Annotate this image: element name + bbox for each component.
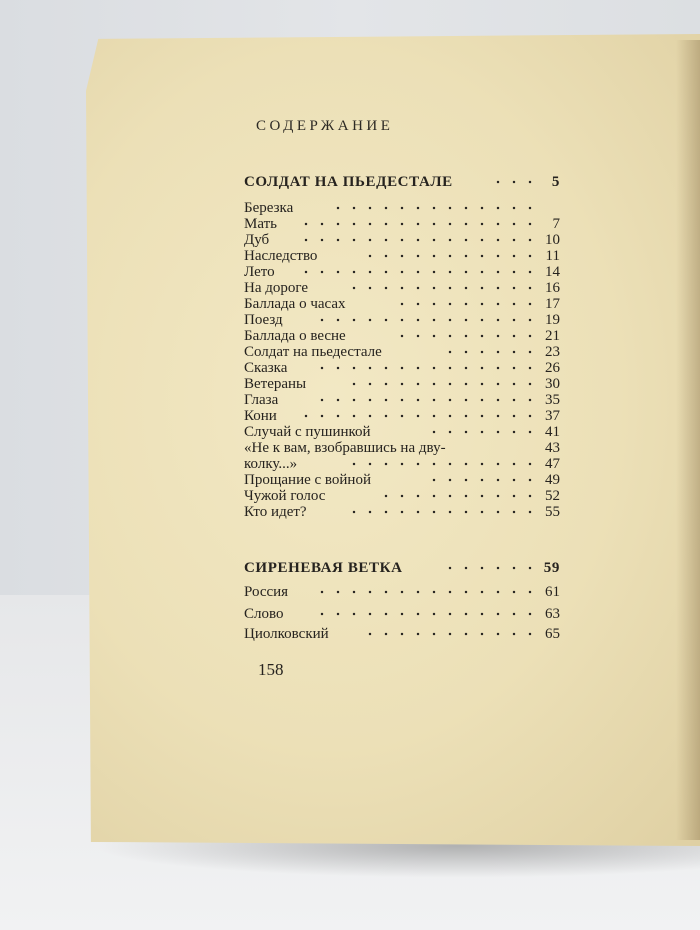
entry-title: Мать (244, 216, 278, 232)
leader-dots (356, 254, 538, 258)
entry-title: Глаза (244, 392, 279, 408)
toc-entry (244, 488, 560, 505)
page-ref: 10 (545, 232, 560, 248)
leader-dots (316, 366, 538, 370)
page-ref: 5 (551, 174, 560, 190)
leader-dots (340, 382, 538, 386)
toc-section (244, 560, 560, 577)
toc-entry (244, 360, 560, 377)
toc-entry (244, 264, 560, 281)
toc-entry (244, 584, 560, 601)
toc-entry (244, 216, 560, 233)
toc-entry (244, 392, 560, 409)
page-ref: 16 (545, 280, 560, 296)
entry-title: Случай с пушинкой (244, 424, 371, 440)
entry-title: Поезд (244, 312, 283, 328)
page-fold-edge (676, 40, 700, 840)
toc-entry (244, 248, 560, 265)
entry-title: Кони (244, 408, 277, 424)
toc-entry (244, 328, 560, 345)
page-ref: 11 (545, 248, 560, 264)
leader-dots (308, 398, 538, 402)
page-number: 158 (258, 660, 284, 679)
page-ref: 26 (545, 360, 560, 376)
toc-entry (244, 424, 560, 441)
page-ref: 23 (545, 344, 560, 360)
entry-title: колку...» (244, 456, 298, 472)
entry-title: Слово (244, 606, 284, 622)
page-ref: 14 (545, 264, 560, 280)
leader-dots (340, 462, 538, 466)
entry-title: Наследство (244, 248, 318, 264)
leader-dots (308, 318, 538, 322)
page-ref: 7 (552, 216, 560, 232)
entry-title: Ветераны (244, 376, 307, 392)
toc-entry (244, 200, 560, 217)
entry-title: На дороге (244, 280, 308, 296)
toc-entry (244, 376, 560, 393)
leader-dots (364, 632, 538, 636)
page-ref: 41 (545, 424, 560, 440)
leader-dots (494, 180, 538, 184)
entry-title: Баллада о весне (244, 328, 346, 344)
leader-dots (300, 222, 538, 226)
leader-dots (426, 478, 538, 482)
toc-entry (244, 296, 560, 313)
entry-title: Солдат на пьедестале (244, 344, 382, 360)
leader-dots (398, 334, 538, 338)
toc-entry (244, 280, 560, 297)
toc-entry (244, 344, 560, 361)
entry-title: Чужой голос (244, 488, 326, 504)
entry-title: Березка (244, 200, 294, 216)
entry-title: Дуб (244, 232, 270, 248)
entry-title: Кто идет? (244, 504, 307, 520)
toc-entry (244, 440, 560, 457)
toc-entry (244, 626, 560, 643)
leader-dots (372, 494, 538, 498)
toc-section (244, 174, 560, 191)
leader-dots (348, 510, 538, 514)
leader-dots (340, 286, 538, 290)
page-ref: 37 (545, 408, 560, 424)
leader-dots (300, 270, 538, 274)
page-ref: 49 (545, 472, 560, 488)
page-ref: 17 (545, 296, 560, 312)
leader-dots (426, 430, 538, 434)
leader-dots (330, 206, 538, 210)
toc-entry (244, 312, 560, 329)
entry-title: Лето (244, 264, 275, 280)
toc-entry (244, 456, 560, 473)
entry-title: Россия (244, 584, 289, 600)
page-ref: 55 (545, 504, 560, 520)
toc-entry (244, 232, 560, 249)
page-ref: 61 (545, 584, 560, 600)
toc-heading: СОДЕРЖАНИЕ (256, 118, 394, 134)
toc-entry (244, 472, 560, 489)
leader-dots (316, 590, 538, 594)
toc-entry (244, 606, 560, 623)
leader-dots (300, 414, 538, 418)
page-ref: 65 (545, 626, 560, 642)
section-title: СОЛДАТ НА ПЬЕДЕСТАЛЕ (244, 174, 453, 190)
toc-entry (244, 504, 560, 521)
leader-dots (292, 238, 538, 242)
page-ref: 19 (545, 312, 560, 328)
page-ref: 21 (545, 328, 560, 344)
leader-dots (396, 302, 538, 306)
leader-dots (440, 566, 538, 570)
leader-dots (308, 612, 538, 616)
page-ref: 52 (545, 488, 560, 504)
toc-entry (244, 408, 560, 425)
page-ref: 47 (545, 456, 560, 472)
entry-title: Циолковский (244, 626, 329, 642)
entry-title: Сказка (244, 360, 288, 376)
leader-dots (440, 350, 538, 354)
entry-title: Прощание с войной (244, 472, 371, 488)
section-title: СИРЕНЕВАЯ ВЕТКА (244, 560, 403, 576)
page-ref: 43 (545, 440, 560, 456)
page-ref: 59 (543, 560, 560, 576)
entry-title: «Не к вам, взобравшись на дву- (244, 440, 446, 456)
page-ref: 63 (545, 606, 560, 622)
entry-title: Баллада о часах (244, 296, 346, 312)
page-ref: 30 (545, 376, 560, 392)
page-ref: 35 (545, 392, 560, 408)
